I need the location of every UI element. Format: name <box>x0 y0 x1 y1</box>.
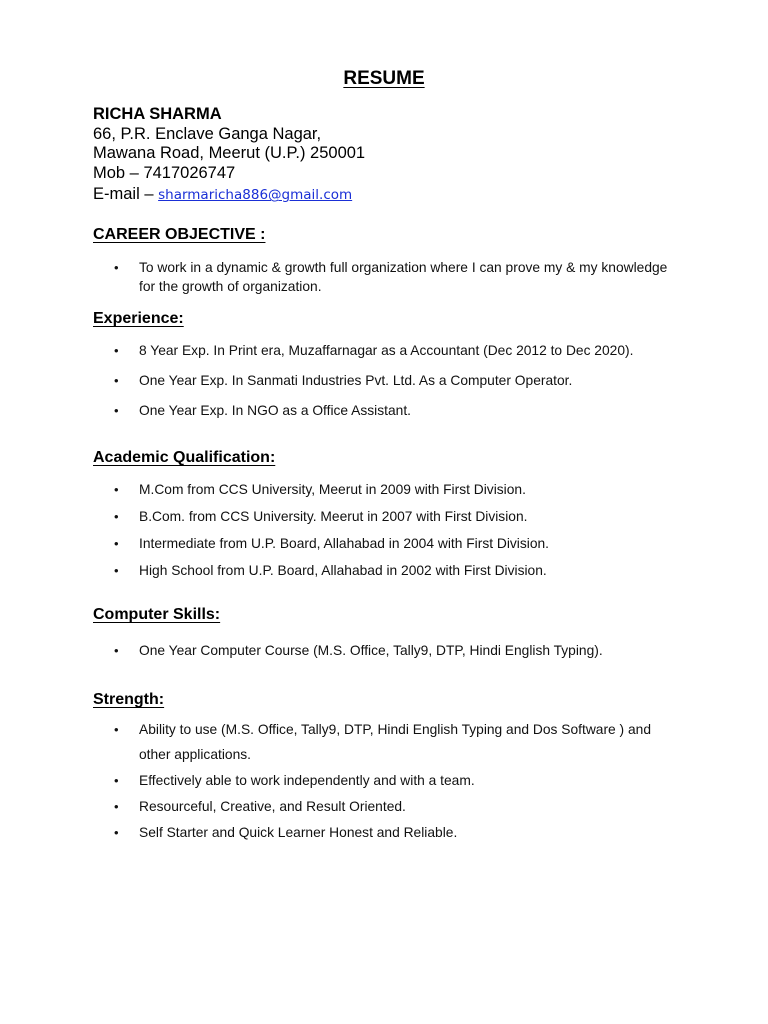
mobile-number: Mob – 7417026747 <box>93 163 236 182</box>
contact-block <box>93 105 365 207</box>
address-line-2: Mawana Road, Meerut (U.P.) 250001 <box>93 144 366 163</box>
list-item: • Effectively able to work independently and with a team. <box>114 768 684 793</box>
email-link[interactable]: sharmaricha886@gmail.com <box>158 187 353 204</box>
resume-title: RESUME <box>343 68 425 89</box>
list-item: • M.Com from CCS University, Meerut in 2009 with First Division. <box>114 480 684 499</box>
strength-heading: Strength: <box>93 691 165 708</box>
list-item: • One Year Computer Course (M.S. Office, Tally9, DTP, Hindi English Typing). <box>114 641 684 660</box>
academic-list <box>114 480 684 588</box>
list-item: • B.Com. from CCS University. Meerut in 2007 with First Division. <box>114 507 684 526</box>
experience-heading: Experience: <box>93 310 184 327</box>
computer-skills-list <box>114 641 684 660</box>
list-item: • One Year Exp. In Sanmati Industries Pvt. Ltd. As a Computer Operator. <box>114 371 684 390</box>
computer-skills-heading: Computer Skills: <box>93 606 221 623</box>
email-label: E-mail – <box>93 185 159 204</box>
list-item: • High School from U.P. Board, Allahabad in 2002 with First Division. <box>114 561 684 580</box>
academic-heading: Academic Qualification: <box>93 449 276 466</box>
address-line-1: 66, P.R. Enclave Ganga Nagar, <box>93 124 322 143</box>
list-item: • Self Starter and Quick Learner Honest and Reliable. <box>114 820 684 845</box>
email-row <box>93 183 365 207</box>
experience-list <box>114 341 684 431</box>
career-objective-list <box>114 258 684 296</box>
list-item: • To work in a dynamic & growth full organization where I can prove my & my knowledge for the growth of organization. <box>114 258 684 296</box>
list-item: • 8 Year Exp. In Print era, Muzaffarnagar as a Accountant (Dec 2012 to Dec 2020). <box>114 341 684 360</box>
candidate-name: RICHA SHARMA <box>93 105 222 123</box>
list-item: • Ability to use (M.S. Office, Tally9, DTP, Hindi English Typing and Dos Software ) and other applications. <box>114 717 684 767</box>
list-item: • One Year Exp. In NGO as a Office Assistant. <box>114 401 684 420</box>
career-objective-heading: CAREER OBJECTIVE : <box>93 226 266 243</box>
strength-list <box>114 717 684 846</box>
list-item: • Intermediate from U.P. Board, Allahabad in 2004 with First Division. <box>114 534 684 553</box>
list-item: • Resourceful, Creative, and Result Oriented. <box>114 794 684 819</box>
